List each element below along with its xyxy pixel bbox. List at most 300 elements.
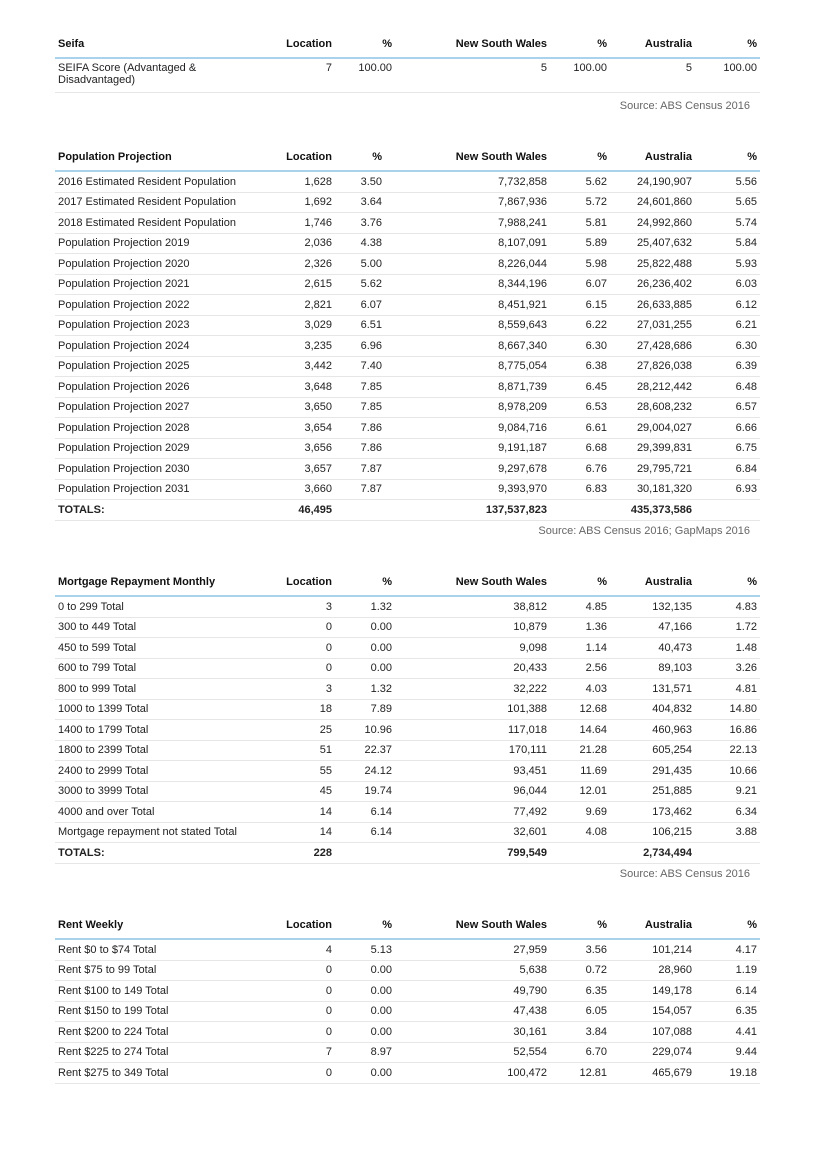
cell-value: 29,399,831 bbox=[610, 438, 695, 459]
cell-value: 6.39 bbox=[695, 356, 760, 377]
cell-value: 8.97 bbox=[335, 1042, 395, 1063]
cell-value: 21.28 bbox=[550, 740, 610, 761]
cell-value: 5.62 bbox=[335, 274, 385, 295]
cell-value: 100.00 bbox=[335, 58, 395, 93]
row-label: Rent $100 to 149 Total bbox=[55, 981, 260, 1002]
totals-row bbox=[55, 843, 760, 864]
cell-value: 5.74 bbox=[695, 213, 760, 234]
cell-value: 24,190,907 bbox=[610, 171, 695, 192]
col-header: Australia bbox=[610, 38, 695, 58]
cell-value: 9,098 bbox=[395, 638, 550, 659]
cell-value: 5.84 bbox=[695, 233, 760, 254]
totals-value: 799,549 bbox=[395, 843, 550, 864]
cell-value: 7.87 bbox=[335, 459, 385, 480]
cell-value: 1.19 bbox=[695, 960, 760, 981]
cell-value: 0.00 bbox=[335, 658, 395, 679]
table-row bbox=[55, 802, 760, 823]
cell-value: 5.56 bbox=[695, 171, 760, 192]
cell-value: 18 bbox=[260, 699, 335, 720]
table-row bbox=[55, 171, 760, 192]
cell-value: 6.51 bbox=[335, 315, 385, 336]
cell-value: 1,746 bbox=[260, 213, 335, 234]
totals-value bbox=[695, 843, 760, 864]
cell-value: 9,297,678 bbox=[385, 459, 550, 480]
cell-value: 32,601 bbox=[395, 822, 550, 843]
cell-value: 27,031,255 bbox=[610, 315, 695, 336]
cell-value: 7 bbox=[260, 58, 335, 93]
cell-value: 251,885 bbox=[610, 781, 695, 802]
mortgage-source: Source: ABS Census 2016 bbox=[619, 868, 750, 880]
row-label: Population Projection 2021 bbox=[55, 274, 260, 295]
cell-value: 3.84 bbox=[550, 1022, 610, 1043]
col-header: Location bbox=[260, 919, 335, 939]
row-label: Population Projection 2027 bbox=[55, 397, 260, 418]
cell-value: 6.22 bbox=[550, 315, 610, 336]
cell-value: 25 bbox=[260, 720, 335, 741]
table-row bbox=[55, 1042, 760, 1063]
col-header: Rent Weekly bbox=[55, 919, 260, 939]
cell-value: 7.86 bbox=[335, 418, 385, 439]
totals-value bbox=[335, 843, 395, 864]
table-row bbox=[55, 356, 760, 377]
cell-value: 0.00 bbox=[335, 617, 395, 638]
row-label: 1800 to 2399 Total bbox=[55, 740, 260, 761]
cell-value: 1,692 bbox=[260, 192, 335, 213]
cell-value: 0 bbox=[260, 617, 335, 638]
table-row bbox=[55, 699, 760, 720]
cell-value: 1.14 bbox=[550, 638, 610, 659]
col-header: New South Wales bbox=[395, 919, 550, 939]
cell-value: 4.83 bbox=[695, 596, 760, 617]
table-row bbox=[55, 781, 760, 802]
table-row bbox=[55, 397, 760, 418]
row-label: 450 to 599 Total bbox=[55, 638, 260, 659]
cell-value: 6.12 bbox=[695, 295, 760, 316]
cell-value: 5.93 bbox=[695, 254, 760, 275]
cell-value: 6.14 bbox=[335, 802, 395, 823]
col-header: % bbox=[695, 151, 760, 171]
totals-label: TOTALS: bbox=[55, 843, 260, 864]
population-body bbox=[55, 171, 760, 520]
cell-value: 3.76 bbox=[335, 213, 385, 234]
cell-value: 5 bbox=[395, 58, 550, 93]
cell-value: 132,135 bbox=[610, 596, 695, 617]
cell-value: 52,554 bbox=[395, 1042, 550, 1063]
cell-value: 0 bbox=[260, 1022, 335, 1043]
cell-value: 2,036 bbox=[260, 233, 335, 254]
row-label: Rent $200 to 224 Total bbox=[55, 1022, 260, 1043]
cell-value: 8,667,340 bbox=[385, 336, 550, 357]
population-section bbox=[55, 151, 760, 521]
table-row bbox=[55, 638, 760, 659]
cell-value: 100.00 bbox=[695, 58, 760, 93]
cell-value: 5,638 bbox=[395, 960, 550, 981]
cell-value: 6.57 bbox=[695, 397, 760, 418]
table-row bbox=[55, 658, 760, 679]
cell-value: 6.61 bbox=[550, 418, 610, 439]
col-header: % bbox=[335, 576, 395, 596]
cell-value: 5.72 bbox=[550, 192, 610, 213]
cell-value: 6.70 bbox=[550, 1042, 610, 1063]
totals-value: 435,373,586 bbox=[610, 500, 695, 521]
cell-value: 6.75 bbox=[695, 438, 760, 459]
cell-value: 8,775,054 bbox=[385, 356, 550, 377]
table-row bbox=[55, 192, 760, 213]
cell-value: 14 bbox=[260, 822, 335, 843]
row-label: 2400 to 2999 Total bbox=[55, 761, 260, 782]
cell-value: 7.40 bbox=[335, 356, 385, 377]
cell-value: 28,212,442 bbox=[610, 377, 695, 398]
col-header: Location bbox=[260, 151, 335, 171]
cell-value: 3 bbox=[260, 679, 335, 700]
cell-value: 5.00 bbox=[335, 254, 385, 275]
cell-value: 0 bbox=[260, 638, 335, 659]
table-row bbox=[55, 761, 760, 782]
totals-label: TOTALS: bbox=[55, 500, 260, 521]
table-row bbox=[55, 981, 760, 1002]
col-header: Australia bbox=[610, 151, 695, 171]
table-row bbox=[55, 960, 760, 981]
cell-value: 0 bbox=[260, 658, 335, 679]
totals-value bbox=[335, 500, 385, 521]
cell-value: 7.89 bbox=[335, 699, 395, 720]
cell-value: 106,215 bbox=[610, 822, 695, 843]
col-header: New South Wales bbox=[385, 151, 550, 171]
cell-value: 29,795,721 bbox=[610, 459, 695, 480]
col-header: % bbox=[695, 38, 760, 58]
cell-value: 1.72 bbox=[695, 617, 760, 638]
table-row bbox=[55, 1001, 760, 1022]
cell-value: 6.05 bbox=[550, 1001, 610, 1022]
cell-value: 5.89 bbox=[550, 233, 610, 254]
cell-value: 40,473 bbox=[610, 638, 695, 659]
cell-value: 10.96 bbox=[335, 720, 395, 741]
cell-value: 5.81 bbox=[550, 213, 610, 234]
col-header: % bbox=[335, 151, 385, 171]
row-label: Population Projection 2026 bbox=[55, 377, 260, 398]
row-label: 2017 Estimated Resident Population bbox=[55, 192, 260, 213]
cell-value: 26,236,402 bbox=[610, 274, 695, 295]
cell-value: 0 bbox=[260, 981, 335, 1002]
cell-value: 3,654 bbox=[260, 418, 335, 439]
cell-value: 2,821 bbox=[260, 295, 335, 316]
cell-value: 6.93 bbox=[695, 479, 760, 500]
cell-value: 0.00 bbox=[335, 1022, 395, 1043]
cell-value: 8,871,739 bbox=[385, 377, 550, 398]
cell-value: 10,879 bbox=[395, 617, 550, 638]
cell-value: 45 bbox=[260, 781, 335, 802]
cell-value: 30,181,320 bbox=[610, 479, 695, 500]
rent-section bbox=[55, 919, 760, 1084]
row-label: 4000 and over Total bbox=[55, 802, 260, 823]
row-label: Mortgage repayment not stated Total bbox=[55, 822, 260, 843]
cell-value: 7.85 bbox=[335, 397, 385, 418]
col-header: % bbox=[550, 151, 610, 171]
cell-value: 170,111 bbox=[395, 740, 550, 761]
cell-value: 3,656 bbox=[260, 438, 335, 459]
cell-value: 291,435 bbox=[610, 761, 695, 782]
cell-value: 6.15 bbox=[550, 295, 610, 316]
row-label: 600 to 799 Total bbox=[55, 658, 260, 679]
cell-value: 27,428,686 bbox=[610, 336, 695, 357]
col-header: New South Wales bbox=[395, 576, 550, 596]
cell-value: 27,826,038 bbox=[610, 356, 695, 377]
cell-value: 9.21 bbox=[695, 781, 760, 802]
cell-value: 7.85 bbox=[335, 377, 385, 398]
row-label: 2016 Estimated Resident Population bbox=[55, 171, 260, 192]
cell-value: 605,254 bbox=[610, 740, 695, 761]
totals-value: 228 bbox=[260, 843, 335, 864]
col-header: Mortgage Repayment Monthly bbox=[55, 576, 260, 596]
row-label: 3000 to 3999 Total bbox=[55, 781, 260, 802]
cell-value: 89,103 bbox=[610, 658, 695, 679]
cell-value: 4.81 bbox=[695, 679, 760, 700]
cell-value: 25,407,632 bbox=[610, 233, 695, 254]
cell-value: 6.66 bbox=[695, 418, 760, 439]
cell-value: 49,790 bbox=[395, 981, 550, 1002]
population-source: Source: ABS Census 2016; GapMaps 2016 bbox=[538, 525, 750, 537]
cell-value: 25,822,488 bbox=[610, 254, 695, 275]
row-label: Population Projection 2020 bbox=[55, 254, 260, 275]
cell-value: 22.37 bbox=[335, 740, 395, 761]
cell-value: 6.30 bbox=[695, 336, 760, 357]
cell-value: 12.68 bbox=[550, 699, 610, 720]
totals-value: 46,495 bbox=[260, 500, 335, 521]
cell-value: 4.85 bbox=[550, 596, 610, 617]
mortgage-table bbox=[55, 576, 760, 864]
cell-value: 0.00 bbox=[335, 1001, 395, 1022]
cell-value: 2,326 bbox=[260, 254, 335, 275]
cell-value: 9.44 bbox=[695, 1042, 760, 1063]
cell-value: 8,226,044 bbox=[385, 254, 550, 275]
table-row bbox=[55, 254, 760, 275]
row-label: Rent $0 to $74 Total bbox=[55, 939, 260, 960]
cell-value: 6.48 bbox=[695, 377, 760, 398]
cell-value: 5.98 bbox=[550, 254, 610, 275]
cell-value: 6.21 bbox=[695, 315, 760, 336]
row-label: Population Projection 2029 bbox=[55, 438, 260, 459]
cell-value: 9,191,187 bbox=[385, 438, 550, 459]
table-row bbox=[55, 295, 760, 316]
row-label: Population Projection 2028 bbox=[55, 418, 260, 439]
row-label: 800 to 999 Total bbox=[55, 679, 260, 700]
cell-value: 6.34 bbox=[695, 802, 760, 823]
table-row bbox=[55, 233, 760, 254]
totals-value: 2,734,494 bbox=[610, 843, 695, 864]
cell-value: 3,442 bbox=[260, 356, 335, 377]
cell-value: 6.07 bbox=[335, 295, 385, 316]
cell-value: 6.84 bbox=[695, 459, 760, 480]
rent-body bbox=[55, 939, 760, 1083]
col-header: % bbox=[335, 38, 395, 58]
cell-value: 12.81 bbox=[550, 1063, 610, 1084]
seifa-source: Source: ABS Census 2016 bbox=[619, 100, 750, 112]
cell-value: 6.14 bbox=[695, 981, 760, 1002]
cell-value: 55 bbox=[260, 761, 335, 782]
cell-value: 5.13 bbox=[335, 939, 395, 960]
cell-value: 3,235 bbox=[260, 336, 335, 357]
row-label: Population Projection 2022 bbox=[55, 295, 260, 316]
table-row bbox=[55, 1022, 760, 1043]
cell-value: 4.41 bbox=[695, 1022, 760, 1043]
seifa-body bbox=[55, 58, 760, 93]
cell-value: 28,960 bbox=[610, 960, 695, 981]
row-label: Population Projection 2025 bbox=[55, 356, 260, 377]
col-header: % bbox=[695, 576, 760, 596]
row-label: 300 to 449 Total bbox=[55, 617, 260, 638]
cell-value: 131,571 bbox=[610, 679, 695, 700]
cell-value: 14.64 bbox=[550, 720, 610, 741]
cell-value: 24,601,860 bbox=[610, 192, 695, 213]
rent-table bbox=[55, 919, 760, 1084]
cell-value: 117,018 bbox=[395, 720, 550, 741]
row-label: 0 to 299 Total bbox=[55, 596, 260, 617]
cell-value: 7 bbox=[260, 1042, 335, 1063]
cell-value: 19.18 bbox=[695, 1063, 760, 1084]
cell-value: 0.00 bbox=[335, 638, 395, 659]
col-header: Australia bbox=[610, 919, 695, 939]
cell-value: 0.72 bbox=[550, 960, 610, 981]
cell-value: 4 bbox=[260, 939, 335, 960]
cell-value: 27,959 bbox=[395, 939, 550, 960]
cell-value: 7,732,858 bbox=[385, 171, 550, 192]
row-label: SEIFA Score (Advantaged & Disadvantaged) bbox=[55, 58, 260, 93]
row-label: Population Projection 2023 bbox=[55, 315, 260, 336]
cell-value: 1.32 bbox=[335, 596, 395, 617]
row-label: 2018 Estimated Resident Population bbox=[55, 213, 260, 234]
table-row bbox=[55, 479, 760, 500]
cell-value: 16.86 bbox=[695, 720, 760, 741]
cell-value: 5 bbox=[610, 58, 695, 93]
cell-value: 51 bbox=[260, 740, 335, 761]
seifa-table bbox=[55, 38, 760, 93]
cell-value: 2,615 bbox=[260, 274, 335, 295]
cell-value: 12.01 bbox=[550, 781, 610, 802]
cell-value: 20,433 bbox=[395, 658, 550, 679]
cell-value: 101,388 bbox=[395, 699, 550, 720]
cell-value: 6.07 bbox=[550, 274, 610, 295]
cell-value: 8,559,643 bbox=[385, 315, 550, 336]
cell-value: 29,004,027 bbox=[610, 418, 695, 439]
cell-value: 6.45 bbox=[550, 377, 610, 398]
table-row bbox=[55, 596, 760, 617]
cell-value: 0.00 bbox=[335, 1063, 395, 1084]
cell-value: 5.65 bbox=[695, 192, 760, 213]
row-label: Population Projection 2030 bbox=[55, 459, 260, 480]
cell-value: 1,628 bbox=[260, 171, 335, 192]
cell-value: 7,867,936 bbox=[385, 192, 550, 213]
cell-value: 1.48 bbox=[695, 638, 760, 659]
cell-value: 77,492 bbox=[395, 802, 550, 823]
table-row bbox=[55, 617, 760, 638]
table-row bbox=[55, 377, 760, 398]
col-header: Location bbox=[260, 38, 335, 58]
row-label: Rent $225 to 274 Total bbox=[55, 1042, 260, 1063]
cell-value: 9,393,970 bbox=[385, 479, 550, 500]
cell-value: 7.87 bbox=[335, 479, 385, 500]
table-row bbox=[55, 1063, 760, 1084]
cell-value: 6.76 bbox=[550, 459, 610, 480]
cell-value: 3.56 bbox=[550, 939, 610, 960]
table-row bbox=[55, 459, 760, 480]
table-row bbox=[55, 822, 760, 843]
cell-value: 93,451 bbox=[395, 761, 550, 782]
cell-value: 8,451,921 bbox=[385, 295, 550, 316]
cell-value: 100.00 bbox=[550, 58, 610, 93]
cell-value: 38,812 bbox=[395, 596, 550, 617]
col-header: Population Projection bbox=[55, 151, 260, 171]
totals-value bbox=[550, 843, 610, 864]
col-header: % bbox=[695, 919, 760, 939]
population-header-row bbox=[55, 151, 760, 171]
cell-value: 6.96 bbox=[335, 336, 385, 357]
table-row bbox=[55, 720, 760, 741]
col-header: % bbox=[550, 576, 610, 596]
cell-value: 0.00 bbox=[335, 960, 395, 981]
cell-value: 14 bbox=[260, 802, 335, 823]
row-label: Rent $275 to 349 Total bbox=[55, 1063, 260, 1084]
col-header: Seifa bbox=[55, 38, 260, 58]
row-label: Rent $150 to 199 Total bbox=[55, 1001, 260, 1022]
cell-value: 47,166 bbox=[610, 617, 695, 638]
cell-value: 6.30 bbox=[550, 336, 610, 357]
table-row bbox=[55, 58, 760, 93]
cell-value: 404,832 bbox=[610, 699, 695, 720]
cell-value: 26,633,885 bbox=[610, 295, 695, 316]
table-row bbox=[55, 740, 760, 761]
cell-value: 460,963 bbox=[610, 720, 695, 741]
cell-value: 100,472 bbox=[395, 1063, 550, 1084]
seifa-header-row bbox=[55, 38, 760, 58]
cell-value: 0 bbox=[260, 1001, 335, 1022]
col-header: Australia bbox=[610, 576, 695, 596]
cell-value: 3,657 bbox=[260, 459, 335, 480]
cell-value: 6.53 bbox=[550, 397, 610, 418]
cell-value: 6.68 bbox=[550, 438, 610, 459]
table-row bbox=[55, 438, 760, 459]
col-header: New South Wales bbox=[395, 38, 550, 58]
cell-value: 8,107,091 bbox=[385, 233, 550, 254]
cell-value: 7,988,241 bbox=[385, 213, 550, 234]
cell-value: 0 bbox=[260, 1063, 335, 1084]
row-label: 1400 to 1799 Total bbox=[55, 720, 260, 741]
table-row bbox=[55, 939, 760, 960]
cell-value: 8,344,196 bbox=[385, 274, 550, 295]
cell-value: 8,978,209 bbox=[385, 397, 550, 418]
cell-value: 1.32 bbox=[335, 679, 395, 700]
cell-value: 3,660 bbox=[260, 479, 335, 500]
table-row bbox=[55, 315, 760, 336]
col-header: % bbox=[550, 38, 610, 58]
cell-value: 4.03 bbox=[550, 679, 610, 700]
cell-value: 3 bbox=[260, 596, 335, 617]
col-header: % bbox=[550, 919, 610, 939]
col-header: Location bbox=[260, 576, 335, 596]
cell-value: 5.62 bbox=[550, 171, 610, 192]
cell-value: 10.66 bbox=[695, 761, 760, 782]
row-label: Rent $75 to 99 Total bbox=[55, 960, 260, 981]
cell-value: 3.50 bbox=[335, 171, 385, 192]
cell-value: 0.00 bbox=[335, 981, 395, 1002]
mortgage-header-row bbox=[55, 576, 760, 596]
population-table bbox=[55, 151, 760, 521]
row-label: 1000 to 1399 Total bbox=[55, 699, 260, 720]
table-row bbox=[55, 336, 760, 357]
cell-value: 4.08 bbox=[550, 822, 610, 843]
cell-value: 465,679 bbox=[610, 1063, 695, 1084]
table-row bbox=[55, 213, 760, 234]
cell-value: 6.35 bbox=[550, 981, 610, 1002]
